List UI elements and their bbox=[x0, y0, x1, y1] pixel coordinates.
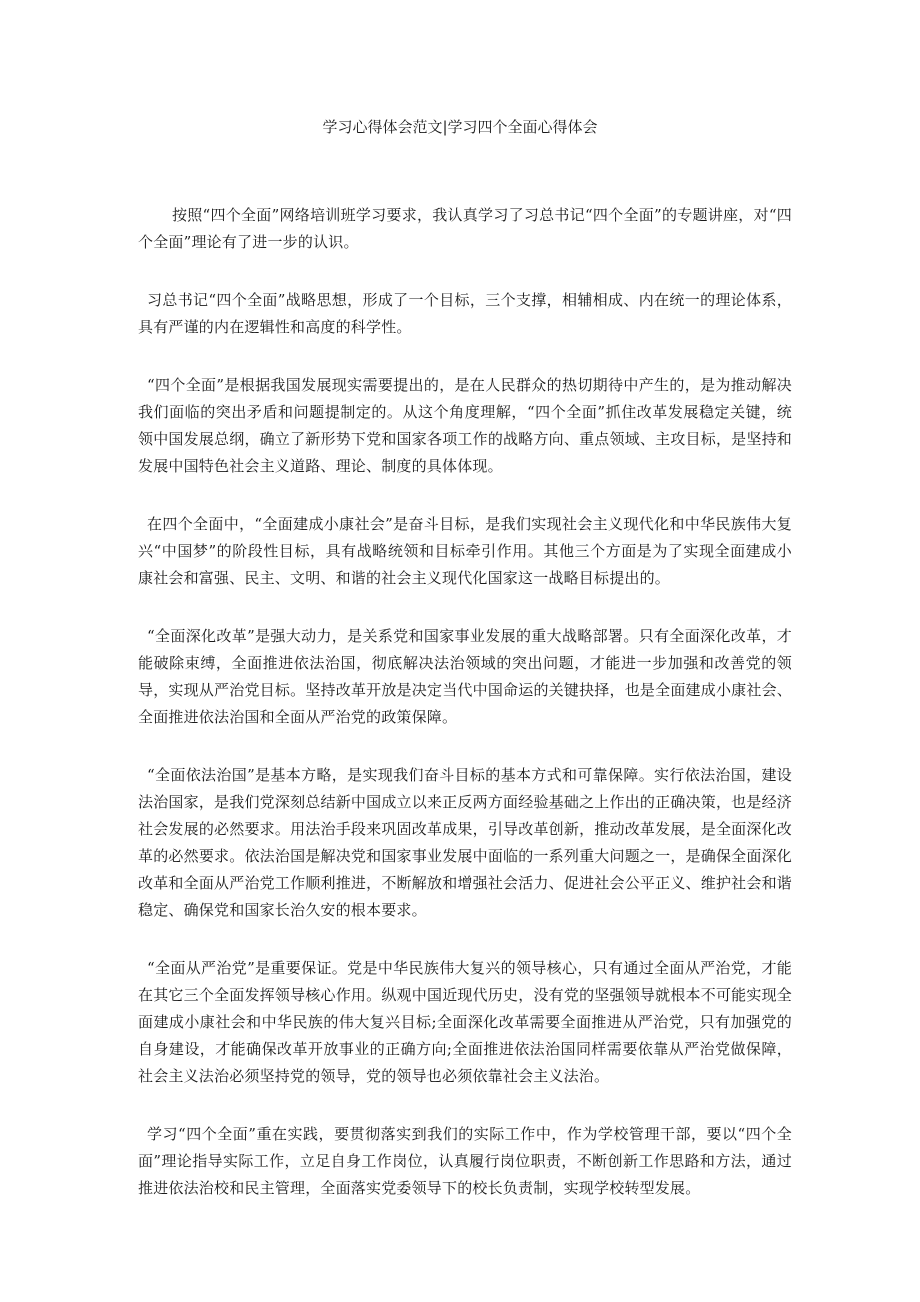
paragraph-2: 习总书记“四个全面”战略思想，形成了一个目标，三个支撑，相辅相成、内在统一的理论体系，具有严谨的内在逻辑性和高度的科学性。 bbox=[138, 291, 792, 336]
document-body bbox=[138, 202, 792, 1233]
paragraph-3: “四个全面”是根据我国发展现实需要提出的，是在人民群众的热切期待中产生的，是为推动解决我们面临的突出矛盾和问题提制定的。从这个角度理解，“四个全面”抓住改革发展稳定关键，统领中国发展总纲，确立了新形势下党和国家各项工作的战略方向、重点领域、主攻目标，是坚持和发展中国特色社会主义道路、理论、制度的具体体现。 bbox=[138, 376, 792, 475]
paragraph-6: “全面依法治国”是基本方略，是实现我们奋斗目标的基本方式和可靠保障。实行依法治国，建设法治国家，是我们党深刻总结新中国成立以来正反两方面经验基础之上作出的正确决策，也是经济社会发展的必然要求。用法治手段来巩固改革成果，引导改革创新，推动改革发展，是全面深化改革的必然要求。依法治国是解决党和国家事业发展中面临的一系列重大问题之一，是确保全面深化改革和全面从严治党工作顺利推进，不断解放和增强社会活力、促进社会公平正义、维护社会和谐稳定、确保党和国家长治久安的根本要求。 bbox=[138, 766, 792, 919]
paragraph-5: “全面深化改革”是强大动力，是关系党和国家事业发展的重大战略部署。只有全面深化改革，才能破除束缚，全面推进依法治国，彻底解决法治领域的突出问题，才能进一步加强和改善党的领导，实现从严治党目标。坚持改革开放是决定当代中国命运的关键抉择，也是全面建成小康社会、全面推进依法治国和全面从严治党的政策保障。 bbox=[138, 627, 792, 726]
paragraph-1: 按照“四个全面”网络培训班学习要求，我认真学习了习总书记“四个全面”的专题讲座，对“四个全面”理论有了进一步的认识。 bbox=[138, 206, 792, 251]
paragraph-4: 在四个全面中，“全面建成小康社会”是奋斗目标，是我们实现社会主义现代化和中华民族伟大复兴“中国梦”的阶段性目标，具有战略统领和目标牵引作用。其他三个方面是为了实现全面建成小康社会和富强、民主、文明、和谐的社会主义现代化国家这一战略目标提出的。 bbox=[138, 515, 792, 587]
paragraph-7: “全面从严治党”是重要保证。党是中华民族伟大复兴的领导核心，只有通过全面从严治党，才能在其它三个全面发挥领导核心作用。纵观中国近现代历史，没有党的坚强领导就根本不可能实现全面建成小康社会和中华民族的伟大复兴目标;全面深化改革需要全面推进从严治党，只有加强党的自身建设，才能确保改革开放事业的正确方向;全面推进依法治国同样需要依靠从严治党做保障，社会主义法治必须坚持党的领导，党的领导也必须依靠社会主义法治。 bbox=[138, 959, 792, 1085]
paragraph-8: 学习“四个全面”重在实践，要贯彻落实到我们的实际工作中，作为学校管理干部，要以“四个全面”理论指导实际工作，立足自身工作岗位，认真履行岗位职责，不断创新工作思路和方法，通过推进依法治校和民主管理，全面落实党委领导下的校长负责制，实现学校转型发展。 bbox=[138, 1125, 792, 1197]
document-title: 学习心得体会范文|学习四个全面心得体会 bbox=[322, 118, 598, 136]
